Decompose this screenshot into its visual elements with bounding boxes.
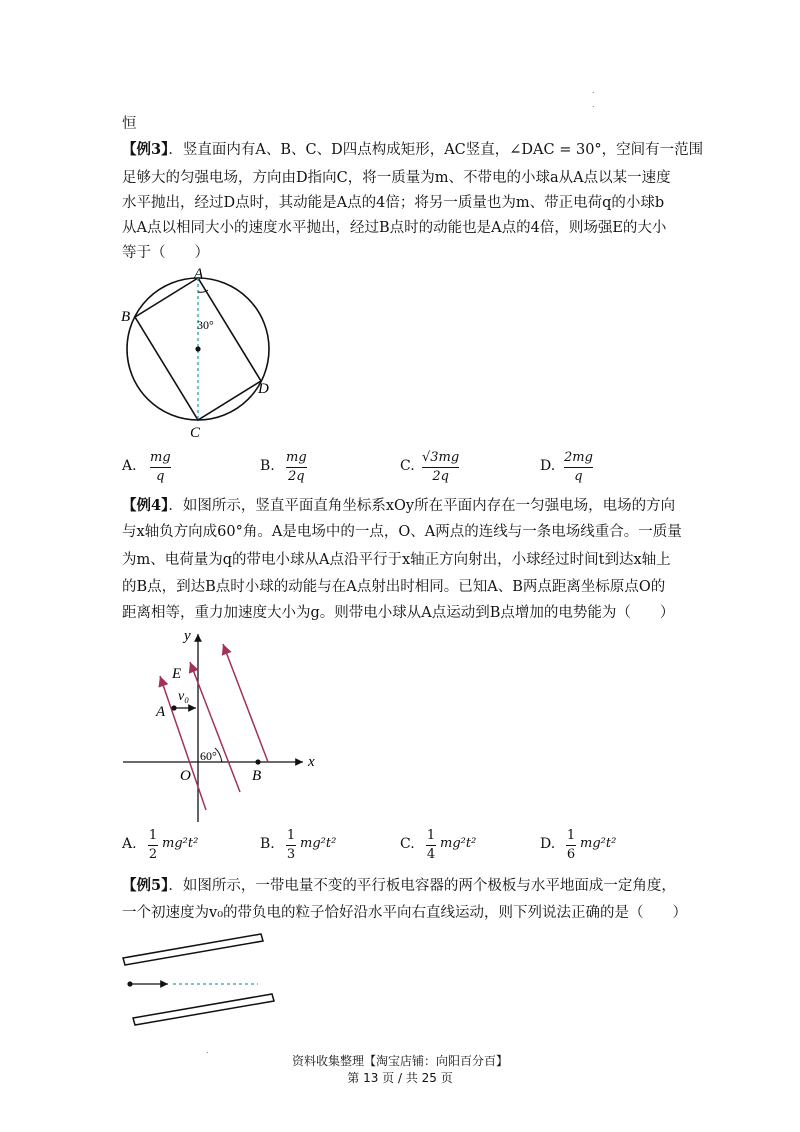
example-3-option-b xyxy=(260,450,350,486)
example-4-text-1: ．如图所示，竖直平面直角坐标系xOy所在平面内存在一匀强电场，电场的方向 xyxy=(168,498,676,514)
example-3-figure xyxy=(118,262,278,442)
denominator: q xyxy=(574,469,583,484)
angle-label: 30° xyxy=(197,318,214,332)
point-b xyxy=(255,759,260,764)
example-3-heading: 【例3】 xyxy=(122,141,169,158)
lower-plate xyxy=(133,994,274,1025)
footer-dot: . xyxy=(206,1046,209,1055)
label-x: x xyxy=(308,754,315,770)
denominator: q xyxy=(156,469,165,484)
example-5-text-1: ．如图所示，一带电量不变的平行板电容器的两个极板与水平地面成一定角度， xyxy=(168,878,676,894)
label-c: C xyxy=(190,425,201,441)
denominator: 3 xyxy=(286,847,296,862)
example-4-option-c xyxy=(400,828,520,864)
upper-plate xyxy=(123,934,263,965)
fraction xyxy=(286,450,307,485)
example-4-option-d xyxy=(540,828,660,864)
example-4-line-1 xyxy=(122,496,675,516)
example-4-figure xyxy=(118,622,328,832)
option-label: D. xyxy=(540,836,556,852)
label-a: A xyxy=(156,704,166,720)
numerator: 2mg xyxy=(564,450,593,465)
example-4-line-3: 为m、电荷量为q的带电小球从A点沿平行于x轴正方向射出，小球经过时间t到达x轴上 xyxy=(122,552,671,568)
example-4-option-b xyxy=(260,828,380,864)
fraction xyxy=(426,828,436,863)
example-3-line-4: 从A点以相同大小的速度水平抛出，经过B点时的动能也是A点的4倍，则场强E的大小 xyxy=(122,220,667,236)
corner-dot: . xyxy=(592,86,595,95)
example-3-option-c xyxy=(400,450,500,486)
example-4-line-2: 与x轴负方向成60°角。A是电场中的一点，O、A两点的连线与一条电场线重合。一质量 xyxy=(122,524,682,540)
example-3-line-5: 等于（ ） xyxy=(122,245,209,261)
label-a: A xyxy=(194,266,204,282)
center-dot xyxy=(195,346,200,351)
page-number: 第 13 页 / 共 25 页 xyxy=(347,1071,453,1085)
option-label: C. xyxy=(400,836,415,852)
footer-source: 资料收集整理【淘宝店铺：向阳百分百】 xyxy=(291,1054,508,1068)
fraction xyxy=(148,828,158,863)
angle-label: 60° xyxy=(200,749,217,763)
fraction xyxy=(286,828,296,863)
fraction xyxy=(422,450,459,485)
example-4-line-5: 距离相等，重力加速度大小为g。则带电小球从A点运动到B点增加的电势能为（ ） xyxy=(122,605,675,621)
fraction xyxy=(150,450,171,485)
denominator: 2q xyxy=(432,469,449,484)
option-label: C. xyxy=(400,458,415,474)
corner-dot: . xyxy=(592,100,595,109)
numerator: 1 xyxy=(566,828,576,843)
denominator: 2q xyxy=(288,469,305,484)
example-4-line-4: 的B点，到达B点时小球的动能与在A点射出时相同。已知A、B两点距离坐标原点O的 xyxy=(122,579,666,595)
numerator: mg xyxy=(286,450,307,465)
numerator: mg xyxy=(150,450,171,465)
example-3-option-a xyxy=(122,450,212,486)
label-v0: v₀ xyxy=(178,689,190,704)
example-5-heading: 【例5】 xyxy=(122,877,169,894)
example-4-heading: 【例4】 xyxy=(122,497,169,514)
fraction xyxy=(564,450,593,485)
expression: mg²t² xyxy=(580,836,617,851)
denominator: 6 xyxy=(566,847,576,862)
expression: mg²t² xyxy=(162,836,199,851)
example-3-line-3: 水平抛出，经过D点时，其动能是A点的4倍；将另一质量也为m、带正电荷q的小球b xyxy=(122,195,665,211)
numerator: 1 xyxy=(426,828,436,843)
denominator: 2 xyxy=(148,847,158,862)
label-y: y xyxy=(184,628,191,644)
label-b: B xyxy=(121,309,131,325)
expression: mg²t² xyxy=(440,836,477,851)
example-3-text-1: ．竖直面内有A、B、C、D四点构成矩形，AC竖直，∠DAC = 30°，空间有一范围 xyxy=(168,142,704,158)
label-b: B xyxy=(252,768,262,784)
option-label: B. xyxy=(260,836,275,852)
example-5-figure xyxy=(118,928,288,1032)
example-3-line-2: 足够大的匀强电场，方向由D指向C，将一质量为m、不带电的小球a从A点以某一速度 xyxy=(122,170,671,186)
option-label: A. xyxy=(122,836,137,852)
numerator: 1 xyxy=(148,828,158,843)
example-5-line-2: 一个初速度为v₀的带负电的粒子恰好沿水平向右直线运动，则下列说法正确的是（ ） xyxy=(122,905,688,921)
label-e: E xyxy=(172,666,182,682)
example-4-option-a xyxy=(122,828,242,864)
example-3-option-d xyxy=(540,450,630,486)
point-a xyxy=(171,705,176,710)
numerator: √3mg xyxy=(422,450,460,465)
option-label: B. xyxy=(260,458,275,474)
label-d: D xyxy=(258,381,269,397)
numerator: 1 xyxy=(286,828,296,843)
option-label: A. xyxy=(122,458,137,474)
example-3-line-1 xyxy=(122,140,703,160)
example-5-line-1 xyxy=(122,876,676,896)
option-label: D. xyxy=(540,458,556,474)
top-fragment: 恒 xyxy=(122,116,137,132)
expression: mg²t² xyxy=(300,836,337,851)
label-o: O xyxy=(180,768,191,784)
field-line xyxy=(223,644,268,762)
fraction xyxy=(566,828,576,863)
denominator: 4 xyxy=(426,847,436,862)
